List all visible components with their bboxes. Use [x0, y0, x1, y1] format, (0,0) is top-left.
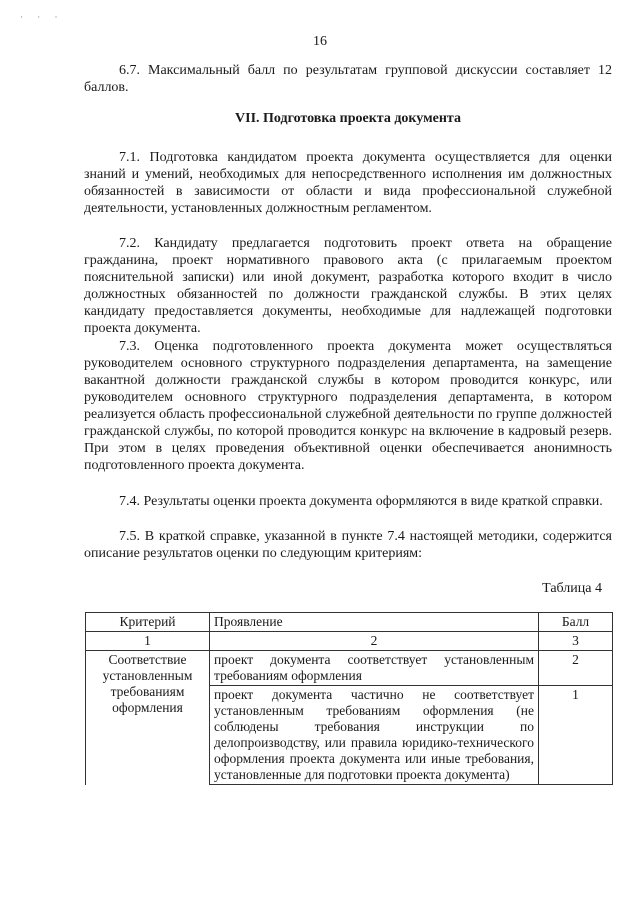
paragraph-7-1: 7.1. Подготовка кандидатом проекта документа осуществляется для оценки знаний и умений, необходимых для непосредственного исполнения им должностных обязанностей в зависимости от области и вида профессиональной служебной деятельности, установленных должностным регламентом. [84, 150, 612, 216]
criterion-cell: Соответствие установленным требованиям оформления [86, 651, 210, 785]
score-cell: 2 [539, 651, 613, 686]
score-cell: 1 [539, 686, 613, 785]
paragraph-6-7: 6.7. Максимальный балл по результатам групповой дискуссии составляет 12 баллов. [84, 63, 612, 95]
paragraph-7-2: 7.2. Кандидату предлагается подготовить проект ответа на обращение гражданина, проект нормативного правового акта (с прилагаемым проектом пояснительной записки) или иной документ, разработка которого входит в число должностных обязанностей по должности гражданской службы. В этих целях кандидату предоставляется документы, необходимые для надлежащей подготовки проекта документа. [84, 236, 612, 336]
manifestation-cell: проект документа соответствует установленным требованиям оформления [210, 651, 539, 686]
column-number: 2 [210, 632, 539, 651]
table-header-row [86, 613, 613, 632]
header-criterion: Критерий [86, 613, 210, 632]
column-number: 1 [86, 632, 210, 651]
manifestation-cell: проект документа частично не соответствует установленным требованиям оформления (не соблюдены требования инструкции по делопроизводству, или правила юридико-технического оформления проекта документа или иные требования, установленные для подготовки проекта документа) [210, 686, 539, 785]
criteria-table [85, 612, 613, 785]
table-number-row [86, 632, 613, 651]
paragraph-7-5: 7.5. В краткой справке, указанной в пункте 7.4 настоящей методики, содержится описание результатов оценки по следующим критериям: [84, 529, 612, 561]
table-row [86, 651, 613, 686]
scan-marks: · · · [20, 12, 64, 22]
paragraph-7-3: 7.3. Оценка подготовленного проекта документа может осуществляться руководителем основного структурного подразделения департамента, на замещение вакантной должности гражданской службы в котором проводится конкурс, или руководителем основного структурного подразделения департамента, в котором реализуется область профессиональной служебной деятельности по группе должностей гражданской службы, по которой проводится конкурс на включение в кадровый резерв. При этом в целях проведения объективной оценки обеспечивается анонимность подготовленного проекта документа. [84, 339, 612, 473]
header-score: Балл [539, 613, 613, 632]
section-heading: VII. Подготовка проекта документа [235, 111, 461, 126]
column-number: 3 [539, 632, 613, 651]
header-manifestation: Проявление [210, 613, 539, 632]
page-number: 16 [313, 34, 327, 49]
paragraph-7-4: 7.4. Результаты оценки проекта документа оформляются в виде краткой справки. [119, 494, 603, 509]
table-caption: Таблица 4 [542, 581, 602, 596]
